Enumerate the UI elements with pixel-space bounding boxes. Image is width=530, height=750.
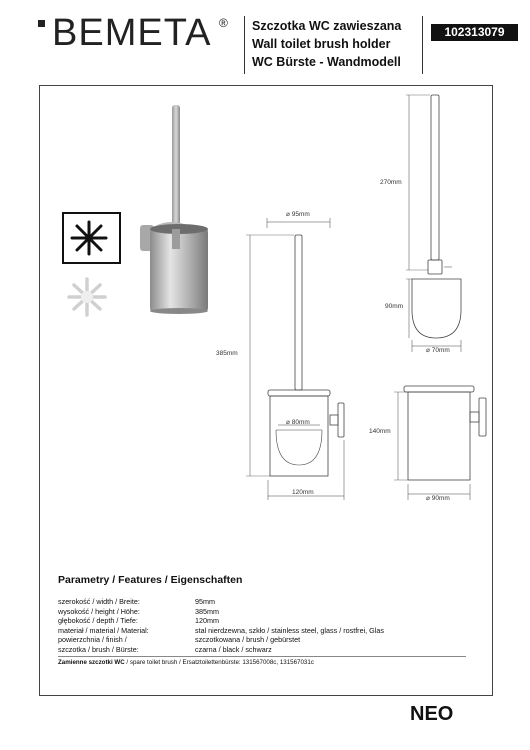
product-code: 102313079: [431, 24, 518, 41]
brush-side-drawing: [406, 95, 461, 352]
param-label: szerokość / width / Breite:: [58, 597, 140, 606]
param-value: 385mm: [195, 606, 219, 616]
brand-logo: BEMETA: [52, 12, 212, 54]
param-value: czarna / black / schwarz: [195, 644, 272, 654]
param-value: 95mm: [195, 597, 215, 606]
dim-diameter-70: ⌀ 70mm: [426, 347, 450, 354]
param-label: powierzchnia / finish /: [58, 635, 127, 645]
title-de: WC Bürste - Wandmodell: [252, 55, 401, 69]
param-label: szczotka / brush / Bürste:: [58, 644, 139, 654]
product-photo: [140, 105, 208, 314]
series-name: NEO: [410, 703, 454, 725]
registered-mark: ®: [219, 16, 228, 30]
dim-width-95: ⌀ 95mm: [286, 211, 310, 218]
dim-height-385: 385mm: [216, 350, 238, 357]
dim-diameter-90: ⌀ 90mm: [426, 495, 450, 502]
black-brush-icon: [72, 222, 106, 254]
title-en: Wall toilet brush holder: [252, 37, 391, 51]
dim-depth-120: 120mm: [292, 489, 314, 496]
separator-line: [58, 656, 466, 657]
param-value: szczotkowana / brush / gebürstet: [195, 635, 301, 645]
dim-height-270: 270mm: [380, 179, 402, 186]
parameters-title: Parametry / Features / Eigenschaften: [58, 574, 243, 586]
dim-height-140: 140mm: [369, 428, 391, 435]
spare-brush-info: [58, 659, 314, 666]
spare-text: / spare toilet brush / Ersatztoilettenbürste: 131567008c, 131567031c: [124, 659, 314, 666]
param-label: głębokość / depth / Tiefe:: [58, 616, 138, 626]
param-value: 120mm: [195, 616, 219, 626]
title-pl: Szczotka WC zawieszana: [252, 19, 402, 33]
front-view-drawing: [246, 218, 344, 500]
param-label: materiał / material / Material:: [58, 625, 149, 635]
dim-diameter-80: ⌀ 80mm: [286, 419, 310, 426]
holder-side-drawing: [394, 386, 486, 500]
param-label: wysokość / height / Höhe:: [58, 606, 140, 616]
white-brush-icon: [69, 279, 105, 315]
spare-label: Zamienne szczotki WC: [58, 659, 125, 666]
dim-height-90: 90mm: [385, 303, 404, 310]
param-value: stal nierdzewna, szkło / stainless steel, glass / rostfrei, Glas: [195, 625, 384, 635]
